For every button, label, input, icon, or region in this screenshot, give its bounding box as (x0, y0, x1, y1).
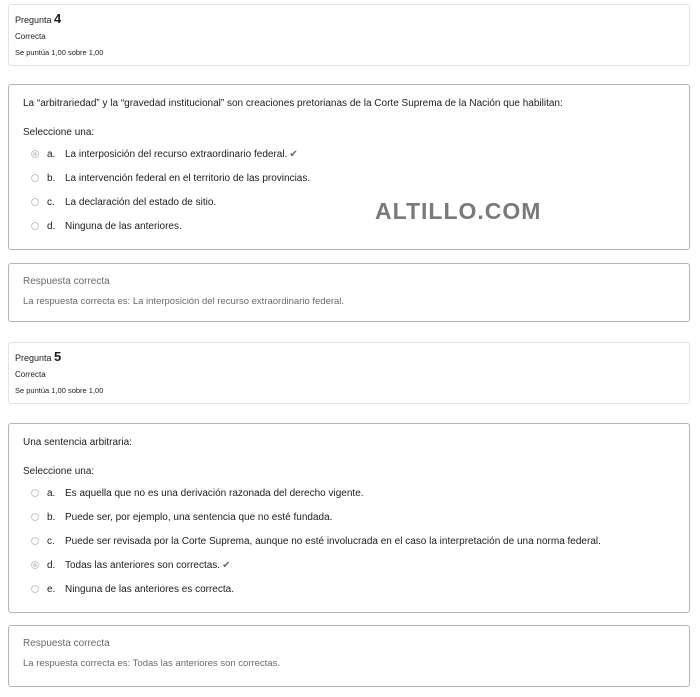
option-text: La intervención federal en el territorio de las provincias. (65, 172, 311, 184)
question-number-value: 4 (54, 11, 62, 26)
option-text: Puede ser revisada por la Corte Suprema, aunque no esté involucrada en el caso la interpretación de una norma federal. (65, 535, 601, 547)
radio-button[interactable] (31, 489, 39, 497)
question-state: Correcta (15, 32, 46, 41)
option-d[interactable] (23, 553, 675, 577)
option-letter: e. (47, 583, 56, 595)
question-grade: Se puntúa 1,00 sobre 1,00 (15, 386, 104, 395)
watermark: ALTILLO.COM (375, 198, 542, 224)
option-letter: a. (47, 487, 56, 499)
question-grade: Se puntúa 1,00 sobre 1,00 (15, 48, 104, 57)
option-a[interactable] (23, 142, 675, 166)
option-b[interactable] (23, 505, 675, 529)
radio-button[interactable] (31, 585, 39, 593)
question-number (15, 12, 683, 27)
select-prompt: Seleccione una: (23, 127, 95, 138)
option-text: Ninguna de las anteriores es correcta. (65, 583, 234, 595)
radio-button[interactable] (31, 222, 39, 230)
option-letter: c. (47, 535, 55, 547)
option-b[interactable] (23, 166, 675, 190)
question-label: Pregunta (15, 15, 52, 25)
question-text: Una sentencia arbitraria: (23, 437, 132, 448)
question-4-feedback (8, 263, 690, 322)
option-letter: d. (47, 220, 56, 232)
option-e[interactable] (23, 577, 675, 601)
option-text: Ninguna de las anteriores. (65, 220, 182, 232)
question-text: La “arbitrariedad” y la “gravedad institucional” son creaciones pretorianas de la Corte Suprema de la Nación que habilitan: (23, 98, 563, 109)
radio-button[interactable] (31, 537, 39, 545)
answer-options (23, 481, 675, 601)
radio-button[interactable] (31, 198, 39, 206)
option-letter: a. (47, 148, 56, 160)
question-number-value: 5 (54, 349, 62, 364)
option-c[interactable] (23, 190, 675, 214)
question-5-content (8, 423, 690, 613)
question-5-feedback (8, 625, 690, 687)
select-prompt: Seleccione una: (23, 466, 95, 477)
feedback-text: La respuesta correcta es: La interposición del recurso extraordinario federal. (23, 296, 345, 307)
question-4-content (8, 84, 690, 250)
option-letter: b. (47, 172, 56, 184)
question-number (15, 350, 683, 365)
option-c[interactable] (23, 529, 675, 553)
option-text: Todas las anteriores son correctas. (65, 559, 221, 571)
option-letter: d. (47, 559, 56, 571)
question-4-info (8, 4, 690, 66)
option-letter: c. (47, 196, 55, 208)
radio-button-selected[interactable] (31, 150, 39, 158)
radio-button-selected[interactable] (31, 561, 39, 569)
option-text: Es aquella que no es una derivación razonada del derecho vigente. (65, 487, 364, 499)
option-text: Puede ser, por ejemplo, una sentencia que no esté fundada. (65, 511, 333, 523)
answer-options (23, 142, 675, 238)
option-d[interactable] (23, 214, 675, 238)
feedback-title: Respuesta correcta (23, 276, 110, 287)
radio-button[interactable] (31, 513, 39, 521)
feedback-text: La respuesta correcta es: Todas las anteriores son correctas. (23, 658, 280, 669)
check-icon: ✔ (289, 148, 298, 160)
question-5-info (8, 342, 690, 404)
check-icon: ✔ (222, 559, 231, 571)
question-label: Pregunta (15, 353, 52, 363)
feedback-title: Respuesta correcta (23, 638, 110, 649)
radio-button[interactable] (31, 174, 39, 182)
option-a[interactable] (23, 481, 675, 505)
option-text: La declaración del estado de sitio. (65, 196, 217, 208)
option-letter: b. (47, 511, 56, 523)
option-text: La interposición del recurso extraordinario federal. (65, 148, 288, 160)
question-state: Correcta (15, 370, 46, 379)
